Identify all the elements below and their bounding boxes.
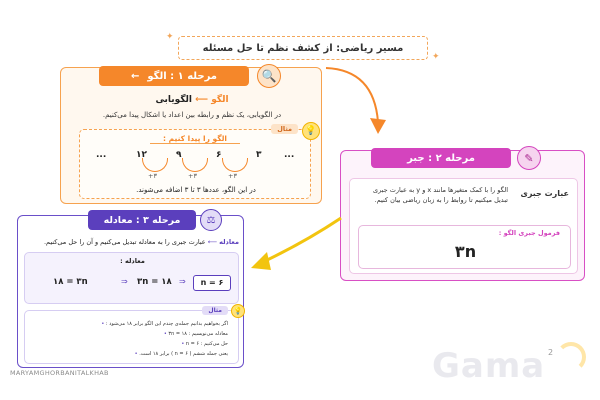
algebra-body [349, 178, 578, 274]
formula: ۳n [454, 242, 477, 261]
equation-text: عبارت جبری را به معادله تبدیل می‌کنیم و آن را حل می‌کنیم. [43, 238, 206, 246]
example-tag: مثال [271, 124, 298, 134]
algebra-text: الگو را با کمک متغیرها مانند x و y به عبارت جبری تبدیل میکنیم تا روابط را به زبان ریاضی بیان کنیم. [373, 186, 508, 204]
formula-box [358, 225, 571, 269]
equation-line [24, 238, 239, 246]
equation-result: n = ۶ [193, 275, 231, 291]
implies-icon: ⇒ [179, 277, 186, 286]
magnifier-icon: 🔍 [257, 64, 281, 88]
algebra-card [340, 150, 585, 281]
implies-icon: ⇒ [121, 277, 128, 286]
page-title: مسیر ریاضی: از کشف نظم تا حل مسئله [178, 36, 428, 60]
sequence-term: ۱۲ [136, 150, 147, 160]
scale-icon: ⚖ [200, 209, 222, 231]
equation-step: ۱۸ = ۳n [53, 277, 88, 287]
equation-label: معادله [219, 238, 239, 246]
sparkle-icon: ✦ [432, 52, 440, 62]
arrow-left-icon: ← [131, 70, 140, 82]
curve-arrow-icon [322, 60, 392, 140]
pattern-word: الگو [211, 95, 229, 105]
sequence-lead: ... [284, 150, 295, 160]
sequence [94, 150, 294, 180]
brand-logo: Gama [432, 346, 546, 386]
plus-label: +۳ [188, 172, 197, 180]
equation-card [17, 215, 244, 368]
sparkle-icon: ✦ [166, 32, 174, 42]
sequence-term: ۹ [176, 150, 182, 160]
curve-arrow-icon [142, 158, 168, 172]
equation-card-header: مرحله ۳ : معادله [88, 210, 196, 230]
sequence-term: ۳ [256, 150, 262, 160]
equation-row [25, 275, 240, 293]
equation-box-label: معادله : [120, 257, 145, 265]
pattern-card-header [99, 66, 249, 86]
plus-label: +۳ [148, 172, 157, 180]
example-line: حل می‌کنیم : n = ۶ • [181, 341, 228, 347]
arrow-left-icon [245, 212, 345, 282]
watermark: MARYAMGHORBANITALKHAB [10, 369, 109, 377]
example-tag: مثال [202, 306, 228, 315]
pattern-description: در الگویابی، یک نظم و رابطه بین اعداد یا اشکال پیدا می‌کنیم. [102, 111, 282, 119]
pattern-example-box [79, 125, 317, 199]
logo-arc-icon [556, 342, 586, 372]
algebra-label: عبارت جبری [520, 189, 569, 198]
pattern-line [61, 95, 323, 105]
curve-arrow-icon [222, 158, 248, 172]
pattern-card [60, 67, 322, 204]
lightbulb-icon: 💡 [231, 304, 245, 318]
example-line: معادله می‌نویسیم : ۳n = ۱۸ • [164, 331, 228, 337]
plus-label: +۳ [228, 172, 237, 180]
equation-example-box [24, 307, 243, 364]
sequence-term: ... [96, 150, 107, 160]
arrow-left-icon: ⟵ [195, 95, 209, 105]
arrow-left-icon: ⟵ [205, 238, 218, 246]
example-line: اگر بخواهیم بدانیم جمله‌ی چندم این الگو برابر ۱۸ می‌شود : • [101, 321, 228, 327]
example-footer: در این الگو، عددها ۳ تا ۳ اضافه می‌شوند. [136, 186, 256, 194]
equation-step: ۳n = ۱۸ [137, 277, 172, 287]
example-line: یعنی جمله ششم ( n = ۶ ) برابر ۱۸ است. • [135, 351, 228, 357]
curve-arrow-icon [182, 158, 208, 172]
example-title: الگو را پیدا کنیم : [150, 134, 240, 144]
lightbulb-icon: 💡 [302, 122, 320, 140]
equation-box [24, 252, 239, 304]
pattern-header-label: مرحله ۱ : الگو [147, 70, 217, 82]
formula-label: فرمول جبری الگو : [498, 229, 560, 237]
pattern-finding-word: الگویابی [155, 95, 193, 105]
page-number: 2 [548, 348, 554, 357]
algebra-card-header: مرحله ۲ : جبر [371, 148, 511, 168]
pen-icon: ✎ [517, 146, 541, 170]
sequence-term: ۶ [216, 150, 222, 160]
